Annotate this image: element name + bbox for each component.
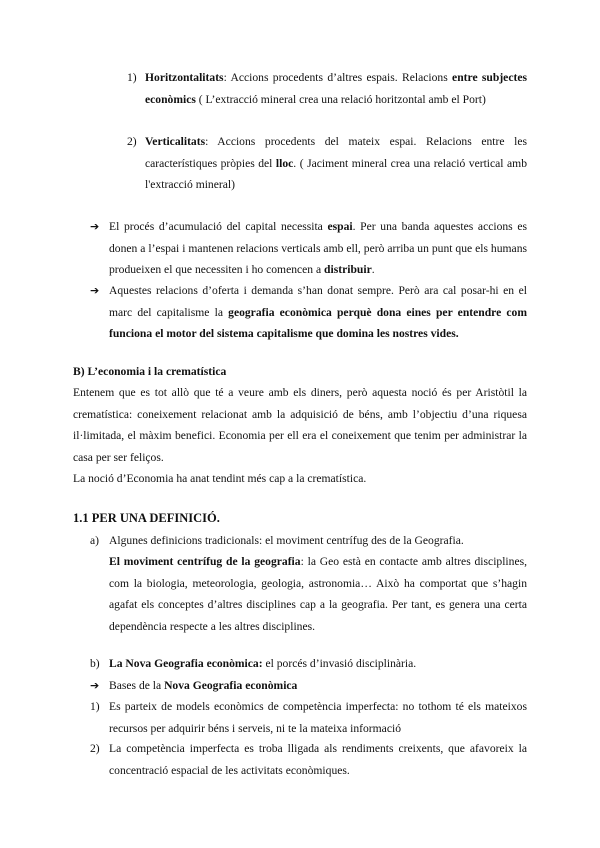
arrow-bullet-icon: ➔ xyxy=(90,679,100,692)
emphasis: Nova Geografia econòmica xyxy=(164,679,298,692)
bullet-text: Bases de la xyxy=(109,679,165,692)
emphasis: distribuir xyxy=(324,263,372,276)
list-item-horitzontalitats xyxy=(145,67,527,110)
section-heading-1-1: 1.1 PER UNA DEFINICIÓ. xyxy=(73,511,220,525)
section-heading-b: B) L’economia i la crematística xyxy=(73,365,227,378)
emphasis: La Nova Geografia econòmica: xyxy=(109,657,263,670)
bullet-text: Aquestes relacions d’oferta i demanda s’han donat sempre. Però ara cal posar-hi en el marc del capitalisme la xyxy=(109,284,527,319)
base-item-2: La competència imperfecta es troba lligada als rendiments creixents, que afavoreix la concentració espacial de les activitats econòmiques. xyxy=(109,742,527,777)
bullet-bases xyxy=(109,675,527,697)
emphasis: El moviment centrífug de la geografia xyxy=(109,555,301,568)
item-b-new-geography xyxy=(109,653,527,675)
list-marker: a) xyxy=(90,534,100,547)
bullet-text: El procés d’acumulació del capital necessita xyxy=(109,220,328,233)
section-b-paragraph-2: La noció d’Economia ha anat tendint més cap a la crematística. xyxy=(73,472,367,485)
base-item-1: Es parteix de models econòmics de competència imperfecta: no tothom té els mateixos recursos per adquirir béns i serveis, ni te la mateixa informació xyxy=(109,700,527,735)
section-b-paragraph: Entenem que es tot allò que té a veure amb els diners, però aquesta noció és per Aristòtil la crematística: coneixement relacionat amb la adquisició de béns, amb l’objectiu d’una riquesa il·limitada, el màxim benefici. Economia per ell era el coneixement que tenim per administrar la casa per ser feliços. xyxy=(73,386,527,464)
item-text: : la Geo està en contacte amb altres disciplines, com la biologia, meteorologia, geologia, astronomia… Això ha comportat que s’hagin agafat els conceptes d’altres disciplines cap a la geografia. Per tant, es genera una certa dependència respecte a les altres disciplines. xyxy=(109,555,528,633)
list-marker: 2) xyxy=(90,742,100,755)
bullet-supply-demand xyxy=(109,280,527,345)
list-marker: b) xyxy=(90,657,100,670)
emphasis: entre subjectes econòmics xyxy=(145,71,527,106)
item-a-definitions: Algunes definicions tradicionals: el moviment centrífug des de la Geografia. xyxy=(109,534,464,547)
emphasis: lloc xyxy=(275,156,294,170)
list-marker: 2) xyxy=(127,135,137,148)
bullet-capital-accumulation xyxy=(109,216,527,281)
term: Horitzontalitats xyxy=(145,71,224,84)
list-marker: 1) xyxy=(90,700,100,713)
list-text: ( L’extracció mineral crea una relació horitzontal amb el Port) xyxy=(195,92,486,106)
arrow-bullet-icon: ➔ xyxy=(90,284,100,297)
list-item-verticalitats xyxy=(145,131,527,196)
item-a-centrifugal xyxy=(109,551,527,637)
list-text: : Accions procedents del mateix espai. Relacions entre les característiques pròpies del xyxy=(145,135,527,170)
arrow-bullet-icon: ➔ xyxy=(90,220,100,233)
bullet-text: . xyxy=(371,263,375,276)
item-text: el porcés d’invasió disciplinària. xyxy=(262,657,417,670)
list-text: . ( Jaciment mineral crea una relació vertical amb l'extracció mineral) xyxy=(145,156,527,191)
term: Verticalitats xyxy=(145,135,206,148)
emphasis: geografia econòmica perquè dona eines per entendre com funciona el motor del sistema capitalisme que domina les nostres vides. xyxy=(109,305,528,340)
list-text: : Accions procedents d’altres espais. Relacions xyxy=(223,71,453,84)
list-marker: 1) xyxy=(127,71,137,84)
bullet-text: . Per una banda aquestes accions es donen a l’espai i mantenen relacions verticals amb ell, però arriba un punt que els humans produeixen el que necessiten i ho comencen a xyxy=(109,220,527,276)
emphasis: espai xyxy=(327,220,353,233)
